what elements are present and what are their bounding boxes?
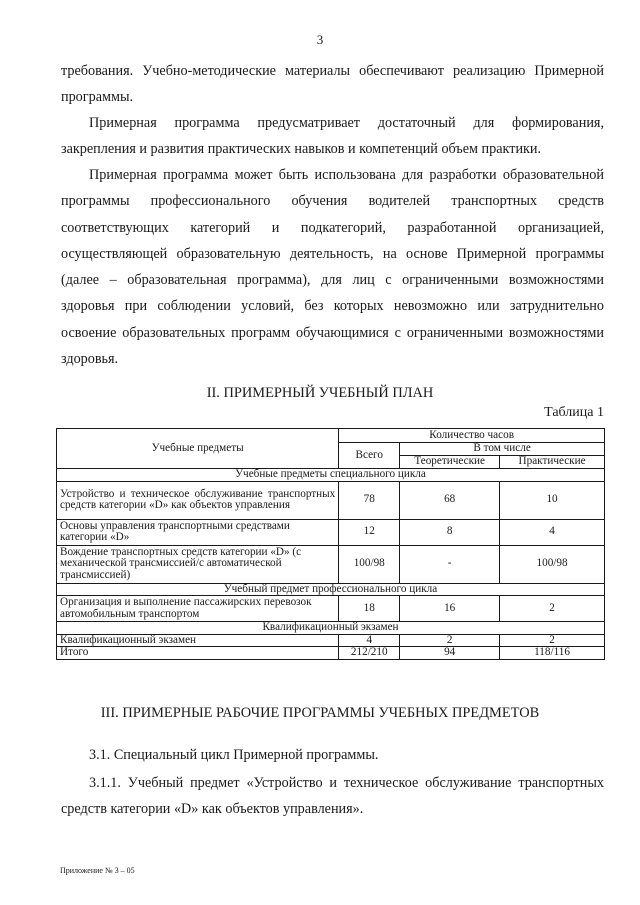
hours-theory: - [400, 545, 500, 583]
hours-total: 4 [339, 634, 400, 647]
hours-total: 100/98 [339, 545, 400, 583]
total-label: Итого [57, 647, 339, 660]
subject-name: Организация и выполнение пассажирских перевозок автомобильным транспортом [57, 596, 339, 622]
hours-practice: 118/116 [500, 647, 605, 660]
table-row [57, 481, 605, 519]
section-3-heading: III. ПРИМЕРНЫЕ РАБОЧИЕ ПРОГРАММЫ УЧЕБНЫХ ПРЕДМЕТОВ [100, 705, 540, 721]
subject-name: Вождение транспортных средств категории «D» (с механической трансмиссией/с автоматической трансмиссией) [57, 545, 339, 583]
hours-total: 18 [339, 596, 400, 622]
subject-name: Основы управления транспортными средствами категории «D» [57, 519, 339, 545]
subject-name: Квалификационный экзамен [57, 634, 339, 647]
hours-total: 212/210 [339, 647, 400, 660]
table-header-row [57, 429, 605, 443]
item-3-1: 3.1. Специальный цикл Примерной программы. [89, 747, 379, 763]
table-section-row [57, 622, 605, 635]
table-section-row [57, 469, 605, 482]
table-total-row [57, 647, 605, 660]
hours-practice: 10 [500, 481, 605, 519]
hours-theory: 94 [400, 647, 500, 660]
paragraph-3: Примерная программа может быть использована для разработки образовательной программы профессионального обучения водителей транспортных средств соответствующих категорий и подкатегорий, разработанной организацией, осуществляющей образовательную деятельность, на основе Примерной программы (далее – образовательная программа), для лиц с ограниченными возможностями здоровья при соблюдении условий, без которых невозможно или затруднительно освоение образовательных программ обучающимися с ограниченными возможностями здоровья. [61, 167, 604, 368]
table-row [57, 596, 605, 622]
hours-theory: 68 [400, 481, 500, 519]
section-2-heading: II. ПРИМЕРНЫЙ УЧЕБНЫЙ ПЛАН [206, 385, 434, 401]
footer-note: Приложение № 3 – 05 [60, 866, 135, 875]
section-professional-cycle: Учебный предмет профессионального цикла [57, 583, 605, 596]
section-exam: Квалификационный экзамен [57, 622, 605, 635]
header-theory: Теоретические [400, 456, 500, 469]
hours-total: 12 [339, 519, 400, 545]
hours-practice: 4 [500, 519, 605, 545]
header-including: В том числе [400, 443, 605, 456]
hours-theory: 8 [400, 519, 500, 545]
table-row [57, 634, 605, 647]
paragraph-2: Примерная программа предусматривает достаточный для формирования, закрепления и развития практических навыков и компетенций объем практики. [61, 115, 604, 158]
table-row [57, 545, 605, 583]
hours-practice: 100/98 [500, 545, 605, 583]
study-plan-table [56, 428, 605, 660]
page-number: 3 [316, 32, 324, 47]
hours-total: 78 [339, 481, 400, 519]
table-section-row [57, 583, 605, 596]
hours-theory: 2 [400, 634, 500, 647]
paragraph-1: требования. Учебно-методические материалы обеспечивают реализацию Примерной программы. [61, 63, 604, 106]
header-hours: Количество часов [339, 429, 605, 443]
header-subjects: Учебные предметы [57, 429, 339, 469]
table-caption: Таблица 1 [544, 405, 604, 420]
header-total: Всего [339, 443, 400, 469]
hours-practice: 2 [500, 596, 605, 622]
hours-theory: 16 [400, 596, 500, 622]
table-row [57, 519, 605, 545]
section-special-cycle: Учебные предметы специального цикла [57, 469, 605, 482]
item-3-1-1: 3.1.1. Учебный предмет «Устройство и техническое обслуживание транспортных средств категории «D» как объектов управления». [61, 775, 604, 818]
header-practice: Практические [500, 456, 605, 469]
hours-practice: 2 [500, 634, 605, 647]
subject-name: Устройство и техническое обслуживание транспортных средств категории «D» как объектов управления [57, 481, 339, 519]
